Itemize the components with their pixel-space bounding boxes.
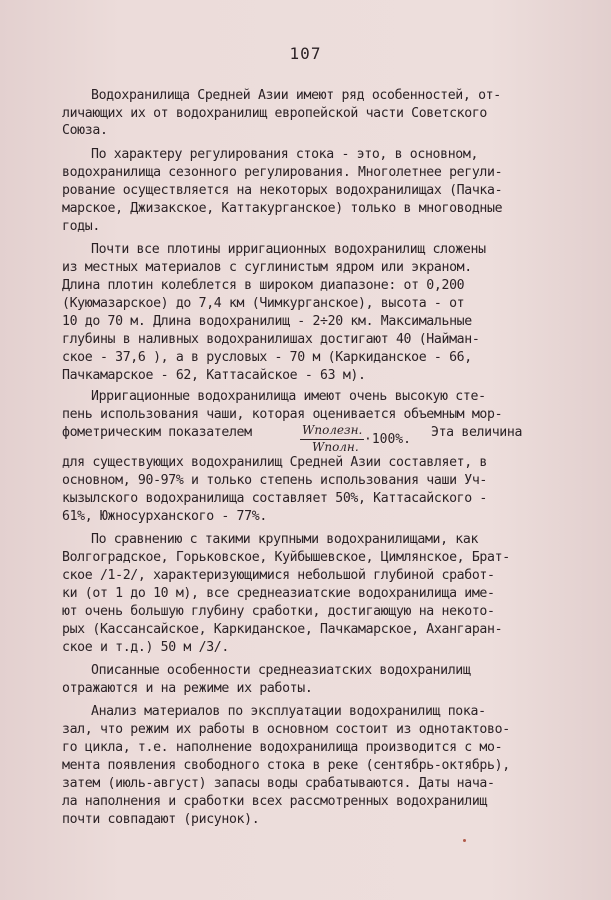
text-line: ское и т.д.) 50 м /3/. — [62, 640, 229, 655]
text-line: пень использования чаши, которая оценивается объемным мор- — [62, 407, 503, 422]
formula-multiplier: ·100%. — [364, 432, 411, 447]
text-line: ское - 37,6 ), а в русловых - 70 м (Каркиданское - 66, — [62, 350, 472, 365]
text-line: годы. — [62, 219, 100, 234]
text-line: рых (Кассансайское, Каркиданское, Пачкамарское, Ахангаран- — [62, 622, 503, 637]
paper-speck — [463, 839, 466, 842]
page-number: 107 — [289, 44, 322, 63]
text-line: По сравнению с такими крупными водохранилищами, как — [91, 532, 479, 547]
text-line: ское /1-2/, характеризующимися небольшой глубиной сработ- — [62, 568, 495, 583]
text-line: зал, что режим их работы в основном состоит из однотактово- — [62, 722, 510, 737]
text-line: рование осуществляется на некоторых водохранилищах (Пачка- — [62, 183, 503, 198]
text-line: ки (от 1 до 10 м), все среднеазиатские водохранилища име- — [62, 586, 495, 601]
text-line: личающих их от водохранилищ европейской части Советского — [62, 106, 488, 121]
text-line: Союза. — [62, 123, 108, 138]
text-line: Описанные особенности среднеазиатских водохранилищ — [91, 663, 471, 678]
text-line: кызылского водохранилища составляет 50%, Каттасайского - — [62, 491, 488, 506]
text-line: почти совпадают (рисунок). — [62, 812, 260, 827]
text-line: мента появления свободного стока в реке (сентябрь-октябрь), — [62, 758, 510, 773]
text-line: го цикла, т.е. наполнение водохранилища производится с мо- — [62, 740, 503, 755]
text-line: основном, 90-97% и только степень использования чаши Уч- — [62, 473, 488, 488]
text-line: Почти все плотины ирригационных водохранилищ сложены — [91, 242, 486, 257]
text-line: Ирригационные водохранилища имеют очень высокую сте- — [91, 389, 486, 404]
text-line: 10 до 70 м. Длина водохранилищ - 2÷20 км. Максимальные — [62, 314, 472, 329]
text-line: (Куюмазарское) до 7,4 км (Чимкурганское), высота - от — [62, 296, 465, 311]
text-line: Длина плотин колеблется в широком диапазоне: от 0,200 — [62, 278, 465, 293]
text-line: отражаются и на режиме их работы. — [62, 681, 313, 696]
text-line: из местных материалов с суглинистым ядром или экраном. — [62, 260, 472, 275]
text-line: глубины в наливных водохранилишах достигают 40 (Найман- — [62, 332, 480, 347]
text-line: Водохранилища Средней Азии имеют ряд особенностей, от- — [91, 88, 501, 103]
text-line: Эта величина — [431, 425, 523, 440]
text-line: Анализ материалов по эксплуатации водохранилищ пока- — [91, 704, 486, 719]
text-line: По характеру регулирования стока - это, в основном, — [91, 147, 479, 162]
formula-denominator: Wполн. — [312, 440, 359, 454]
text-line: ют очень большую глубину сработки, достигающую на некото- — [62, 604, 495, 619]
text-line: водохранилища сезонного регулирования. Многолетнее регули- — [62, 165, 503, 180]
text-line: Волгоградское, Горьковское, Куйбышевское, Цимлянское, Брат- — [62, 550, 510, 565]
text-line: ла наполнения и сработки всех рассмотренных водохранилищ — [62, 794, 488, 809]
text-line: фометрическим показателем — [62, 425, 252, 440]
text-line: затем (июль-август) запасы воды срабатываются. Даты нача- — [62, 776, 495, 791]
text-line: марское, Джизакское, Каттакурганское) только в многоводные — [62, 201, 503, 216]
text-line: Пачкамарское - 62, Каттасайское - 63 м). — [62, 368, 366, 383]
formula-numerator: Wполезн. — [302, 423, 363, 437]
text-line: для существующих водохранилищ Средней Азии составляет, в — [62, 455, 488, 470]
text-line: 61%, Южносурханского - 77%. — [62, 509, 267, 524]
